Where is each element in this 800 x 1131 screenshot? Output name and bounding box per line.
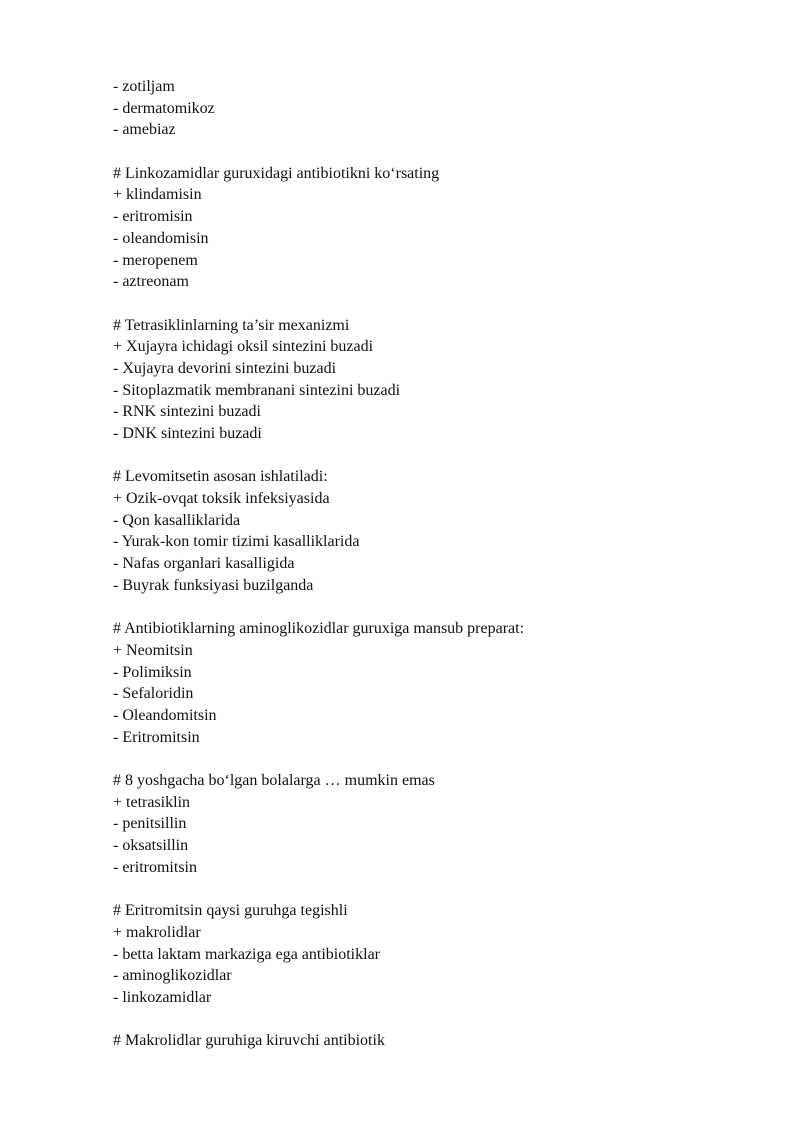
question-text: # Levomitsetin asosan ishlatiladi: (113, 468, 328, 486)
correct-answer: + makrolidlar (113, 923, 201, 941)
question-text: # Linkozamidlar guruxidagi antibiotikni ko‘rsating (113, 164, 440, 182)
answer-option: - eritromitsin (113, 858, 197, 876)
answer-option: - Sitoplazmatik membranani sintezini buzadi (113, 381, 401, 399)
answer-option: - Polimiksin (113, 663, 192, 681)
question-block-3 (113, 466, 753, 596)
answer-option: - Eritromitsin (113, 728, 200, 746)
correct-answer: + Ozik-ovqat toksik infeksiyasida (113, 490, 330, 508)
question-text: # Antibiotiklarning aminoglikozidlar guruxiga mansub preparat: (113, 620, 525, 638)
correct-answer: + tetrasiklin (113, 793, 191, 811)
answer-option: - Xujayra devorini sintezini buzadi (113, 359, 337, 377)
answer-option: - dermatomikoz (113, 99, 215, 117)
answer-option: - oksatsillin (113, 837, 189, 855)
answer-option: - betta laktam markaziga ega antibiotiklar (113, 945, 380, 963)
question-block-2 (113, 315, 753, 445)
block-gap (113, 445, 753, 467)
answer-option: - penitsillin (113, 815, 187, 833)
question-block-5 (113, 770, 753, 878)
answer-option: - oleandomisin (113, 229, 209, 247)
correct-answer: + Xujayra ichidagi oksil sintezini buzadi (113, 338, 374, 356)
block-gap (113, 293, 753, 315)
answer-option: - meropenem (113, 251, 198, 269)
answer-option: - amebiaz (113, 121, 176, 139)
answer-option: - aztreonam (113, 273, 189, 291)
correct-answer: + Neomitsin (113, 641, 193, 659)
answer-option: - zotiljam (113, 78, 175, 95)
answer-option: - RNK sintezini buzadi (113, 403, 261, 421)
block-gap (113, 141, 753, 163)
block-gap (113, 748, 753, 770)
answer-option: - Buyrak funksiyasi buzilganda (113, 576, 314, 594)
question-block-6 (113, 900, 753, 1008)
answer-option: - Sefaloridin (113, 685, 194, 703)
answer-option: - Nafas organlari kasalligida (113, 555, 295, 573)
correct-answer: + klindamisin (113, 186, 202, 204)
question-text: # Tetrasiklinlarning ta’sir mexanizmi (113, 316, 350, 334)
answer-option: - linkozamidlar (113, 988, 212, 1006)
answer-option: - aminoglikozidlar (113, 967, 232, 985)
question-text: # Eritromitsin qaysi guruhga tegishli (113, 902, 348, 920)
block-gap (113, 1009, 753, 1031)
question-block-1 (113, 163, 753, 293)
answer-option: - Qon kasalliklarida (113, 511, 241, 529)
block-gap (113, 597, 753, 619)
question-block-4 (113, 618, 753, 748)
block-gap (113, 878, 753, 900)
answer-option: - Oleandomitsin (113, 706, 217, 724)
document-page (113, 76, 753, 1052)
question-text: # Makrolidlar guruhiga kiruvchi antibiotik (113, 1032, 385, 1050)
question-text: # 8 yoshgacha bo‘lgan bolalarga … mumkin emas (113, 772, 435, 789)
question-block-7 (113, 1030, 753, 1052)
answer-option: - Yurak-kon tomir tizimi kasalliklarida (113, 533, 360, 551)
answer-option: - eritromisin (113, 208, 193, 226)
block-0 (113, 76, 753, 141)
answer-option: - DNK sintezini buzadi (113, 425, 262, 442)
